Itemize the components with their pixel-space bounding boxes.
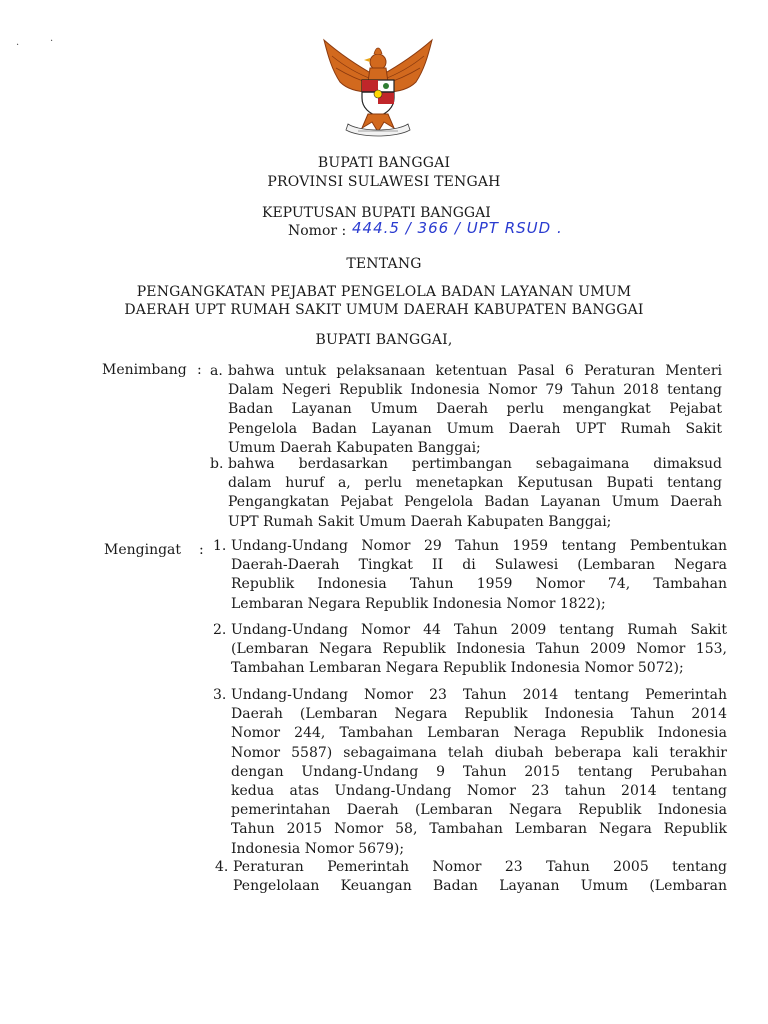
item-line: Undang-Undang Nomor 23 Tahun 2014 tentang Pemerintah xyxy=(231,687,727,703)
item-line: Lembaran Negara Republik Indonesia Nomor 1822); xyxy=(231,595,606,612)
menimbang-colon: : xyxy=(197,362,202,378)
item-line: bahwa untuk pelaksanaan ketentuan Pasal 6 Peraturan Menteri xyxy=(228,363,722,379)
item-line: Nomor 244, Tambahan Lembaran Neraga Republik Indonesia xyxy=(231,725,727,742)
item-line: dengan Undang-Undang 9 Tahun 2015 tentang Perubahan xyxy=(231,763,727,780)
garuda-emblem-icon xyxy=(318,36,438,138)
decree-number-label: Nomor : xyxy=(288,223,347,239)
mengingat-label: Mengingat xyxy=(104,542,182,558)
scan-speck: · xyxy=(50,36,54,47)
item-line: Tambahan Lembaran Negara Republik Indonesia Nomor 5072); xyxy=(231,660,684,677)
item-line: bahwa berdasarkan pertimbangan sebagaimana dimaksud xyxy=(228,456,722,472)
item-marker: 4. xyxy=(215,859,229,875)
item-marker: 1. xyxy=(213,538,227,554)
item-line: Pengelola Badan Layanan Umum Daerah UPT Rumah Sakit xyxy=(228,420,722,437)
subject-line-2: DAERAH UPT RUMAH SAKIT UMUM DAERAH KABUPATEN BANGGAI xyxy=(124,302,644,318)
item-line: Peraturan Pemerintah Nomor 23 Tahun 2005 tentang xyxy=(233,859,727,875)
item-line: Tahun 2015 Nomor 58, Tambahan Lembaran Negara Republik xyxy=(231,821,727,838)
decree-number-handwritten: 444.5 / 366 / UPT RSUD . xyxy=(352,219,563,237)
item-line: pemerintahan Daerah (Lembaran Negara Republik Indonesia xyxy=(231,802,727,819)
item-line: Nomor 5587) sebagaimana telah diubah beberapa kali terakhir xyxy=(231,744,727,761)
item-marker: 2. xyxy=(213,622,227,638)
item-line: Undang-Undang Nomor 44 Tahun 2009 tentang Rumah Sakit xyxy=(231,622,727,638)
item-marker: 3. xyxy=(213,687,227,703)
item-line: (Lembaran Negara Republik Indonesia Tahun 2009 Nomor 153, xyxy=(231,641,727,658)
item-line: Undang-Undang Nomor 29 Tahun 1959 tentang Pembentukan xyxy=(231,538,727,554)
item-line: UPT Rumah Sakit Umum Daerah Kabupaten Banggai; xyxy=(228,513,612,530)
issuer-heading: BUPATI BANGGAI xyxy=(317,155,451,171)
item-line: dalam huruf a, perlu menetapkan Keputusan Bupati tentang xyxy=(228,475,722,492)
item-line: Dalam Negeri Republik Indonesia Nomor 79 Tahun 2018 tentang xyxy=(228,382,722,399)
issuer-title: BUPATI BANGGAI, xyxy=(315,332,453,348)
item-line: Umum Daerah Kabupaten Banggai; xyxy=(228,439,481,456)
decree-title: KEPUTUSAN BUPATI BANGGAI xyxy=(262,205,491,221)
menimbang-label: Menimbang xyxy=(102,362,187,378)
item-line: kedua atas Undang-Undang Nomor 23 tahun 2014 tentang xyxy=(231,783,727,800)
item-line: Republik Indonesia Tahun 1959 Nomor 74, Tambahan xyxy=(231,576,727,593)
item-line: Indonesia Nomor 5679); xyxy=(231,840,405,857)
item-marker: a. xyxy=(210,363,223,379)
subject-line-1: PENGANGKATAN PEJABAT PENGELOLA BADAN LAYANAN UMUM xyxy=(136,284,632,300)
item-line: Pengelolaan Keuangan Badan Layanan Umum (Lembaran xyxy=(233,878,727,895)
item-line: Pengangkatan Pejabat Pengelola Badan Layanan Umum Daerah xyxy=(228,494,722,511)
tentang-heading: TENTANG xyxy=(346,256,422,272)
item-line: Daerah (Lembaran Negara Republik Indonesia Tahun 2014 xyxy=(231,706,727,723)
scan-speck: · xyxy=(16,40,20,51)
item-line: Daerah-Daerah Tingkat II di Sulawesi (Lembaran Negara xyxy=(231,557,727,574)
province-heading: PROVINSI SULAWESI TENGAH xyxy=(267,174,501,190)
mengingat-colon: : xyxy=(199,542,204,558)
item-line: Badan Layanan Umum Daerah perlu mengangkat Pejabat xyxy=(228,401,722,418)
item-marker: b. xyxy=(210,456,224,472)
